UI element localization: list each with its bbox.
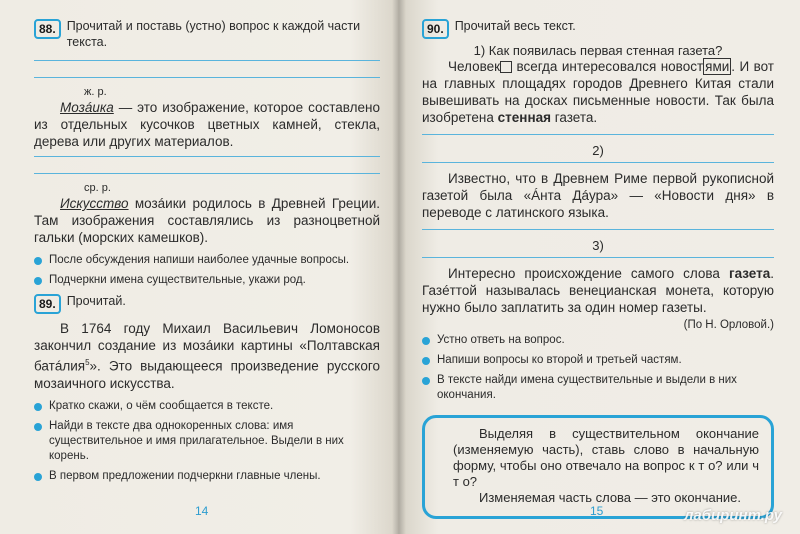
task-88-number: 88. [34, 19, 61, 39]
right-page-content [422, 18, 774, 519]
task-89-header [34, 293, 380, 314]
book-gutter [392, 0, 406, 534]
right-page [398, 0, 800, 534]
left-page [0, 0, 398, 534]
framed-ending: ями [705, 59, 730, 74]
instruction-item: Устно ответь на вопрос. [422, 333, 774, 348]
instruction-item: После обсуждения напиши наиболее удачные вопросы. [34, 253, 380, 268]
task-88-header [34, 18, 380, 50]
task-90-part-3: Интересно происхождение самого слова газета. Газéттой называлась венецианская монета, которую нужно было заплатить за один номер газеты. [422, 266, 774, 315]
footnote-mark: 5 [85, 358, 90, 367]
task-88-part-1: Мозáика — это изображение, которое составлено из отдельных кусочков цветных камней, стекла, дерева или других материалов. [34, 100, 380, 149]
instruction-item: В первом предложении подчеркни главные члены. [34, 469, 380, 484]
part-3-heading: 3) [592, 238, 604, 253]
answer-line [34, 173, 380, 174]
answer-line [34, 60, 380, 61]
missing-letter-box [500, 61, 512, 73]
answer-line [422, 134, 774, 135]
bullet-dot-icon [34, 257, 42, 265]
task-88-instructions [34, 253, 380, 288]
instruction-item: Кратко скажи, о чём сообщается в тексте. [34, 399, 380, 414]
instruction-item: Подчеркни имена существительные, укажи род. [34, 273, 380, 288]
instruction-item: Найди в тексте два однокоренных слова: имя существительное и имя прилагательное. Выдели в них корень. [34, 419, 380, 464]
answer-line [422, 257, 774, 258]
task-89-text: В 1764 году Михаил Васильевич Ломоносов закончил создание из мозáики картины «Полтавская батáлия$^5$». Это выдающееся произведение русского мозаичного искусства. [34, 321, 380, 391]
part-2-heading: 2) [592, 143, 604, 158]
task-90-title: Прочитай весь текст. [454, 19, 576, 33]
rule-text: Изменяемая часть слова — это окончание. [479, 490, 742, 505]
left-page-content [34, 18, 380, 489]
bullet-dot-icon [34, 473, 42, 481]
bullet-dot-icon [34, 423, 42, 431]
bullet-dot-icon [34, 403, 42, 411]
task-88-title: Прочитай и поставь (устно) вопрос к каждой части текста. [66, 19, 361, 49]
answer-line [34, 156, 380, 157]
watermark-logo: лабиринт.ру [684, 507, 782, 524]
part-1-heading: 1) Как появилась первая стенная газета? [473, 43, 723, 58]
task-88 [34, 18, 380, 288]
page-number-right: 15 [590, 504, 604, 518]
answer-line [34, 77, 380, 78]
task-89-title: Прочитай. [66, 294, 126, 308]
answer-line [422, 162, 774, 163]
task-90-part-1: Человек всегда интересовался новост ями . И вот на главных площадях городов Древнего Китая стали вывешивать на досках письменные новости. Так была изобретена стенная газета. [422, 59, 774, 125]
gender-mark: ж. р. [84, 86, 107, 98]
page-number-left: 14 [195, 504, 209, 518]
text-source: (По Н. Орловой.) [683, 319, 774, 331]
task-88-part-2: Искусство мозáики родилось в Древней Греции. Там изображения составлялись из разноцветной гальки (морских камешков). [34, 196, 380, 245]
bullet-dot-icon [34, 277, 42, 285]
instruction-item: Напиши вопросы ко второй и третьей частям. [422, 353, 774, 368]
rule-text: Выделяя в существительном окончание (изменяемую часть), ставь слово в начальную форму, чтобы оно отвечало на вопрос к т о? или ч т о? [453, 426, 759, 489]
term-mozaika: Мозáика [60, 100, 114, 115]
task-89-instructions [34, 399, 380, 484]
task-90-header [422, 18, 774, 39]
task-90-part-2: Известно, что в Древнем Риме первой рукописной газетой была «Áнта Дáура» — «Новости дня» в переводе с латинского языка. [422, 171, 774, 220]
bullet-dot-icon [422, 337, 430, 345]
task-90-instructions [422, 333, 774, 403]
gender-mark: ср. р. [84, 182, 111, 194]
task-90 [422, 18, 774, 403]
term-iskusstvo: Искусство [60, 196, 129, 211]
task-89 [34, 293, 380, 484]
instruction-item: В тексте найди имена существительные и выдели в них окончания. [422, 373, 774, 403]
answer-line [422, 229, 774, 230]
task-89-number: 89. [34, 294, 61, 314]
bullet-dot-icon [422, 357, 430, 365]
bullet-dot-icon [422, 377, 430, 385]
task-90-number: 90. [422, 19, 449, 39]
